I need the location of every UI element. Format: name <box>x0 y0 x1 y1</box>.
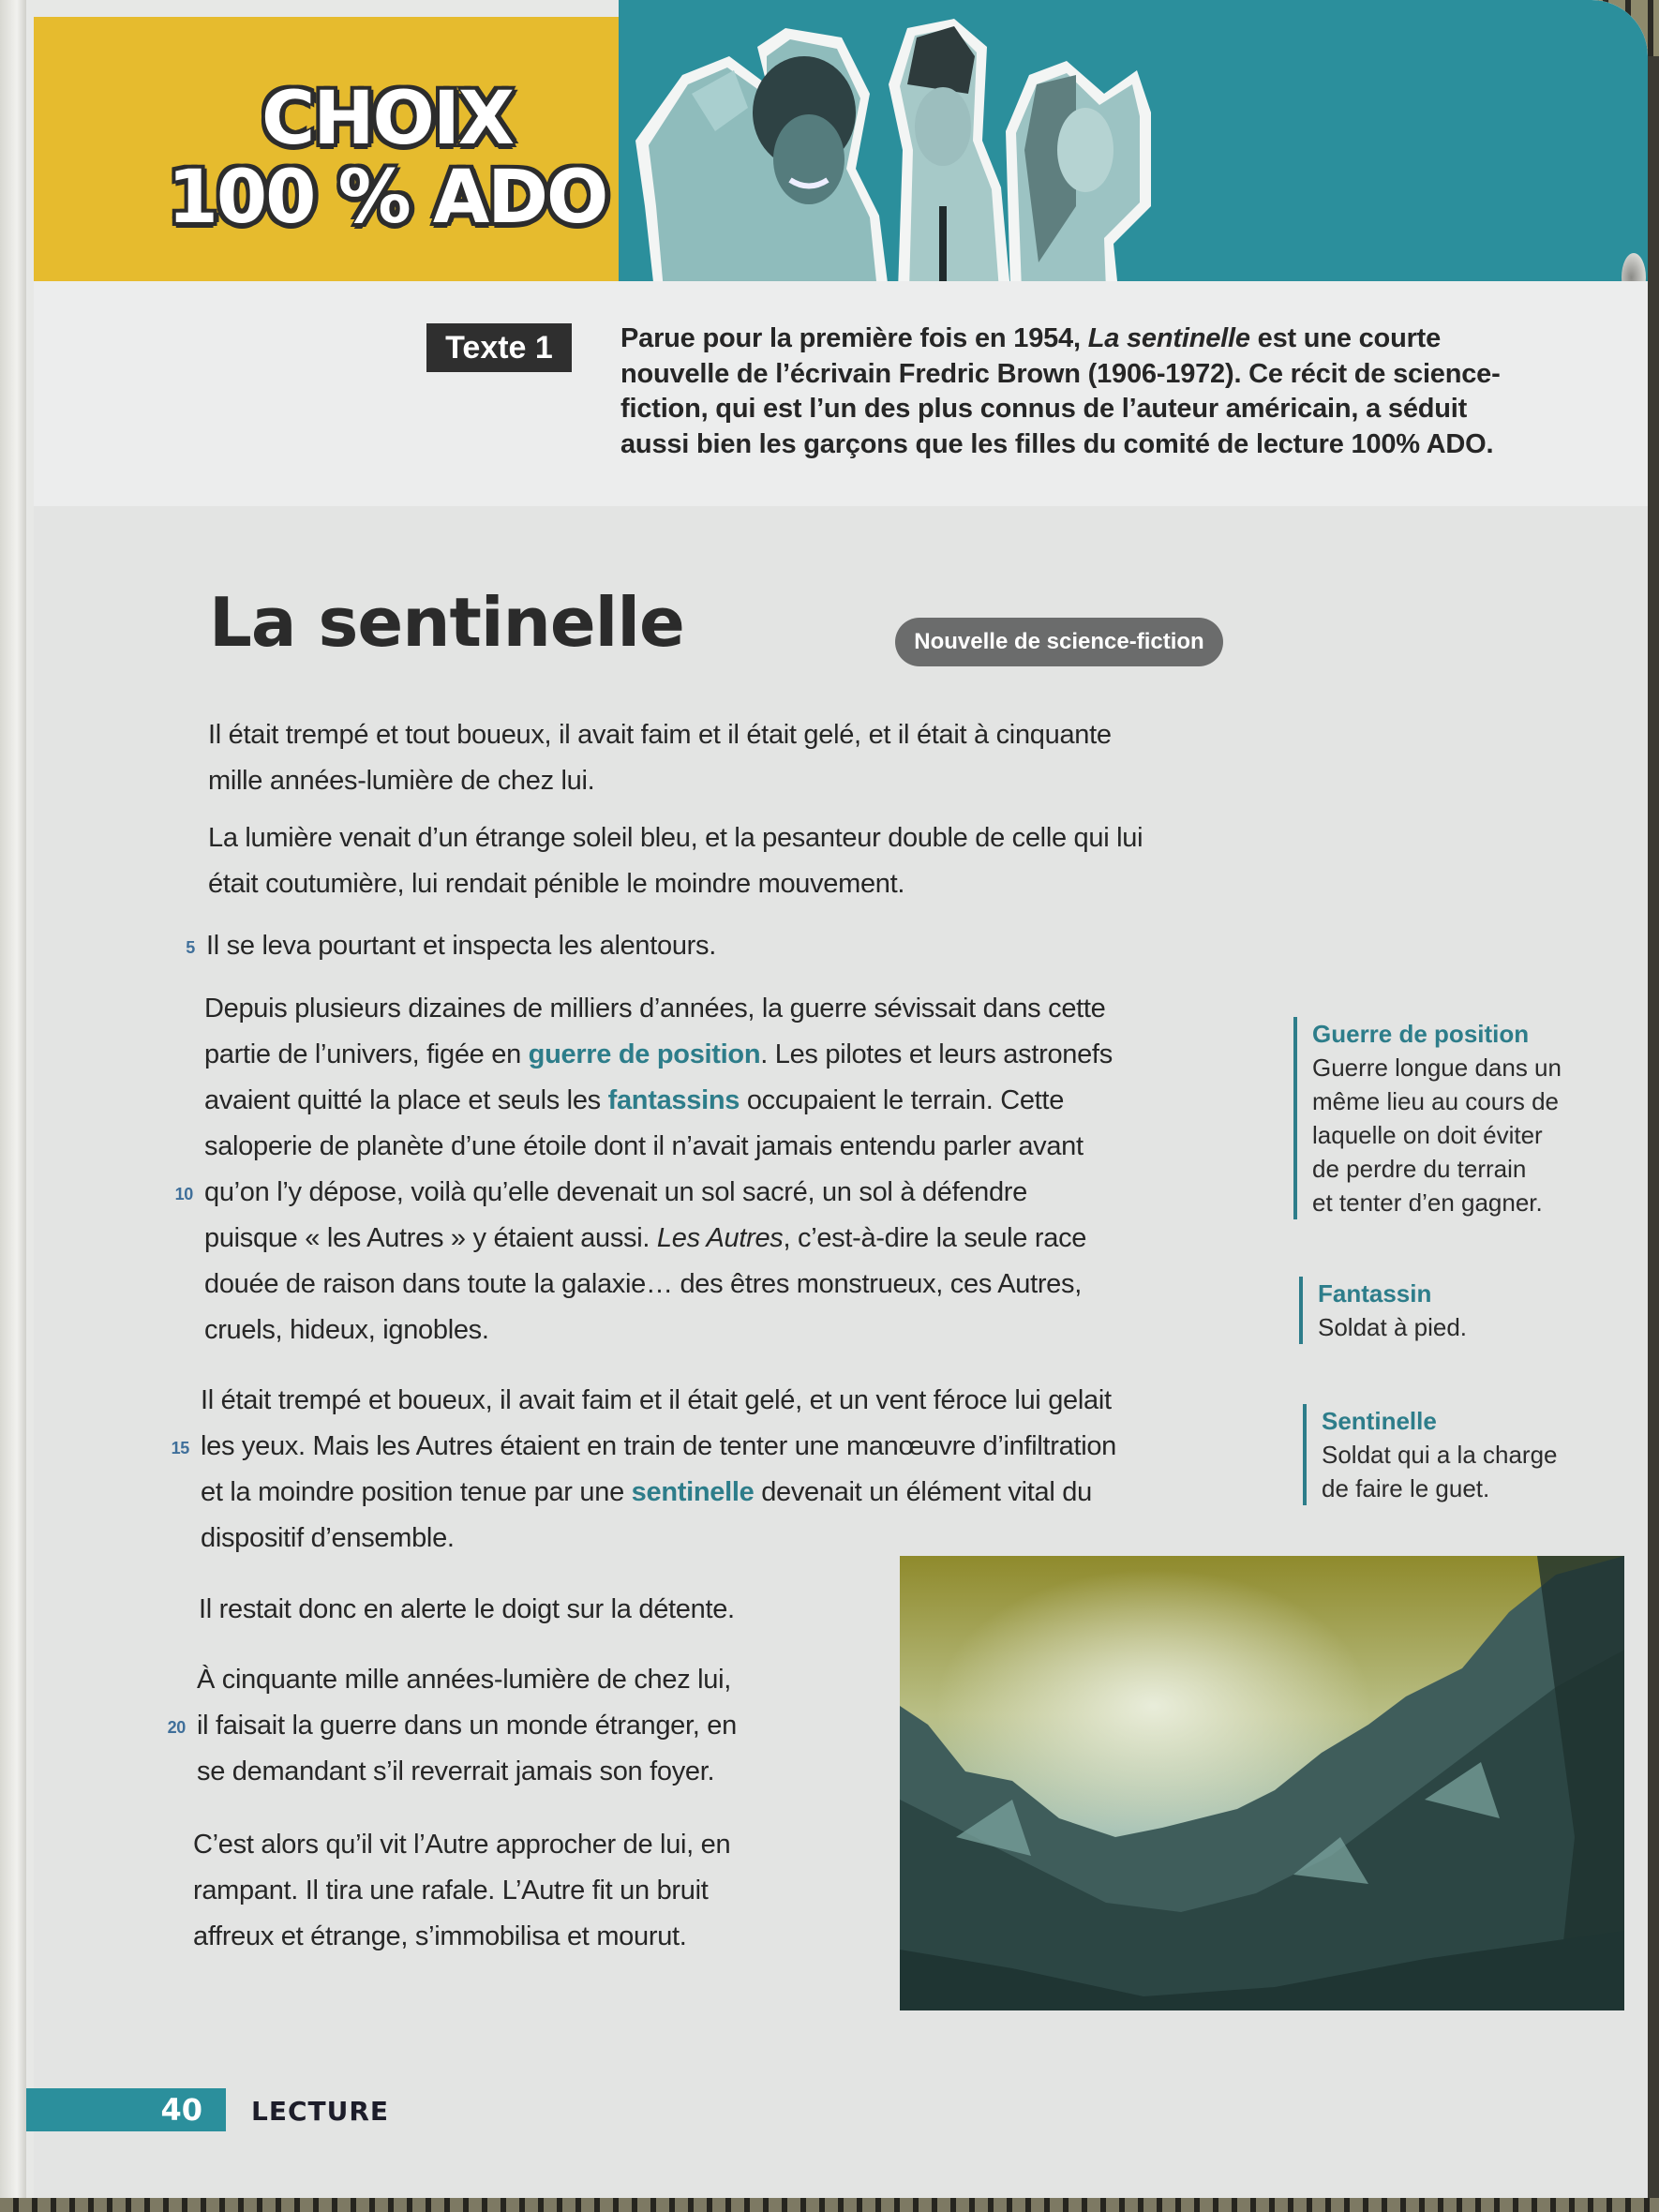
paragraph-8 <box>193 1822 730 1960</box>
page-number-bar: 40 <box>26 2088 226 2131</box>
section-label: LECTURE <box>251 2096 390 2127</box>
paragraph-4 <box>174 986 1113 1353</box>
text-number-badge: Texte 1 <box>426 323 572 372</box>
text-line <box>201 1470 1116 1516</box>
text-line: était coutumière, lui rendait pénible le moindre mouvement. <box>208 869 905 899</box>
background-texture <box>0 2198 1659 2212</box>
text-span: , c’est-à-dire la seule race <box>783 1223 1087 1253</box>
line-number: 10 <box>174 1185 193 1203</box>
glossary-keyword[interactable]: fantassins <box>607 1085 740 1115</box>
teen-middle <box>889 19 1010 291</box>
text-line: affreux et étrange, s’immobilisa et mourut. <box>193 1921 687 1951</box>
glossary-term: Guerre de position <box>1312 1020 1530 1048</box>
text-line: dispositif d’ensemble. <box>201 1523 455 1553</box>
glossary-definition: Guerre longue dans un même lieu au cours de laquelle on doit éviter de perdre du terrain et tenter d’en gagner. <box>1312 1054 1562 1217</box>
text-span: avaient quitté la place et seuls les <box>204 1085 608 1115</box>
text-line <box>204 1078 1113 1124</box>
text-line: cruels, hideux, ignobles. <box>204 1315 489 1345</box>
text-line <box>204 1216 1113 1262</box>
story-title: La sentinelle <box>209 583 684 662</box>
text-line-content: Il se leva pourtant et inspecta les alentours. <box>206 931 716 961</box>
glossary-term: Sentinelle <box>1322 1407 1437 1435</box>
ruined-landscape-photo <box>900 1556 1624 2010</box>
paragraph-5 <box>171 1378 1117 1562</box>
brand-line-1: CHOIX <box>262 77 513 161</box>
text-line: La lumière venait d’un étrange soleil bleu, et la pesanteur double de celle qui lui <box>208 823 1143 853</box>
glossary-keyword[interactable]: sentinelle <box>631 1477 755 1507</box>
line-number: 15 <box>171 1439 189 1457</box>
text-span: partie de l’univers, figée en <box>204 1039 529 1069</box>
text-line: À cinquante mille années-lumière de chez lui, <box>197 1665 732 1695</box>
glossary-entry <box>1299 1277 1467 1344</box>
text-line <box>167 1703 737 1749</box>
text-span: . Les pilotes et leurs astronefs <box>760 1039 1113 1069</box>
glossary-definition: Soldat à pied. <box>1318 1313 1468 1341</box>
italic-text: Les Autres <box>656 1223 784 1253</box>
glossary-definition: Soldat qui a la charge de faire le guet. <box>1322 1441 1558 1502</box>
text-line: Depuis plusieurs dizaines de milliers d’années, la guerre sévissait dans cette <box>204 994 1106 1024</box>
text-line: C’est alors qu’il vit l’Autre approcher de lui, en <box>193 1830 731 1860</box>
text-line <box>186 923 716 969</box>
line-number: 5 <box>186 938 195 957</box>
glossary-term: Fantassin <box>1318 1279 1432 1308</box>
text-span: puisque « les Autres » y étaient aussi. <box>204 1223 657 1253</box>
glossary-keyword[interactable]: guerre de position <box>528 1039 761 1069</box>
paragraph-6 <box>199 1587 735 1633</box>
text-line <box>174 1170 1113 1216</box>
text-line: se demandant s’il reverrait jamais son foyer. <box>197 1756 715 1786</box>
teen-right <box>1006 61 1151 291</box>
text-span: et la moindre position tenue par une <box>201 1477 632 1507</box>
paragraph-3 <box>186 923 716 969</box>
text-line-content: les yeux. Mais les Autres étaient en train de tenter une manœuvre d’infiltration <box>201 1431 1117 1461</box>
text-line: saloperie de planète d’une étoile dont il n’avait jamais entendu parler avant <box>204 1131 1084 1161</box>
genre-badge: Nouvelle de science-fiction <box>895 618 1223 666</box>
paragraph-1 <box>208 712 1112 804</box>
text-line <box>171 1424 1117 1470</box>
text-line: Il restait donc en alerte le doigt sur la détente. <box>199 1594 735 1624</box>
book-page <box>26 0 1648 2198</box>
text-line <box>204 1032 1113 1078</box>
teens-photo <box>626 19 1320 291</box>
brand-line-2: 100 % ADO <box>167 156 607 240</box>
intro-text: Parue pour la première fois en 1954, <box>620 323 1088 353</box>
text-line: rampant. Il tira une rafale. L’Autre fit un bruit <box>193 1876 709 1906</box>
brand-logo <box>167 77 607 240</box>
intro-book-title: La sentinelle <box>1087 323 1250 353</box>
text-line: mille années-lumière de chez lui. <box>208 766 595 796</box>
text-line: Il était trempé et tout boueux, il avait faim et il était gelé, et il était à cinquante <box>208 720 1112 750</box>
text-line-content: il faisait la guerre dans un monde étranger, en <box>197 1711 737 1741</box>
text-span: occupaient le terrain. Cette <box>740 1085 1065 1115</box>
intro-text: est une courte nouvelle de l’écrivain Fredric Brown (1906-1972). Ce récit de science-fiction, qui est l’un des plus connus de l’auteur américain, a séduit aussi bien les garçons que les filles du comité de lecture 100% ADO. <box>620 323 1501 459</box>
text-span: devenait un élément vital du <box>754 1477 1092 1507</box>
glossary-entry <box>1293 1017 1562 1219</box>
text-line-content: qu’on l’y dépose, voilà qu’elle devenait un sol sacré, un sol à défendre <box>204 1177 1027 1207</box>
page-stack-edge <box>0 0 28 2212</box>
teen-left <box>635 28 889 291</box>
paragraph-7 <box>167 1657 737 1795</box>
paragraph-2 <box>208 815 1143 907</box>
text-line: Il était trempé et boueux, il avait faim et il était gelé, et un vent féroce lui gelait <box>201 1385 1112 1415</box>
line-number: 20 <box>167 1718 186 1737</box>
text-line: douée de raison dans toute la galaxie… des êtres monstrueux, ces Autres, <box>204 1269 1082 1299</box>
intro-paragraph <box>620 321 1520 462</box>
glossary-entry <box>1303 1404 1558 1505</box>
